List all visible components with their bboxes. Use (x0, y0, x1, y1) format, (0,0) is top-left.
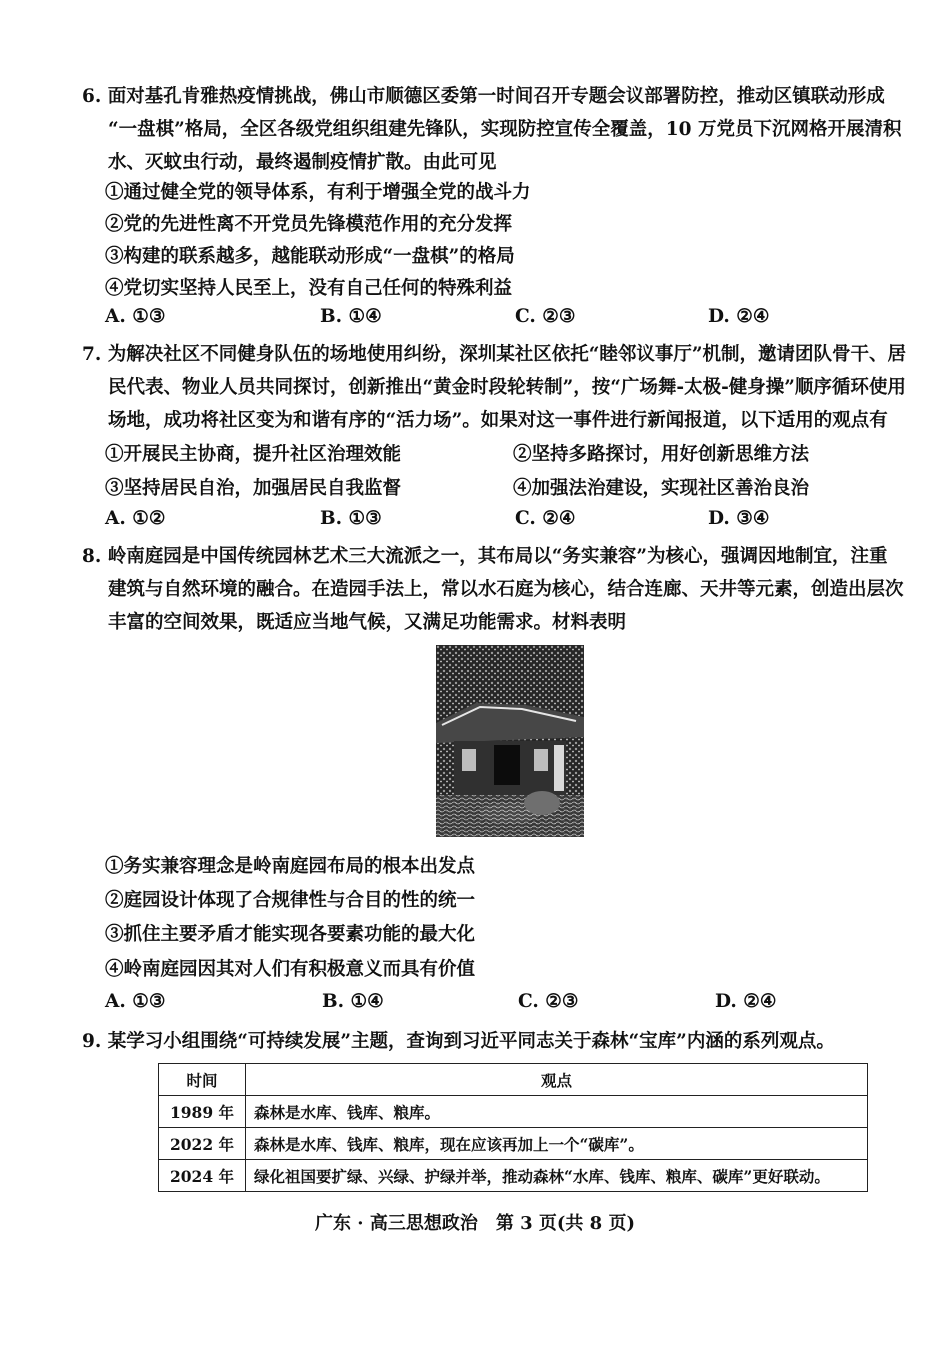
question-6-option: ③构建的联系越多，越能联动形成“一盘棋”的格局 (105, 246, 515, 267)
stem-line: 6. 面对基孔肯雅热疫情挑战，佛山市顺德区委第一时间召开专题会议部署防控，推动区镇联动形成 (82, 86, 885, 107)
stem-line: 8. 岭南庭园是中国传统园林艺术三大流派之一，其布局以“务实兼容”为核心，强调因地制宜，注重 (82, 546, 888, 567)
question-7-option: ①开展民主协商，提升社区治理效能 (105, 444, 402, 465)
choice-b[interactable]: B. ①③ (320, 508, 382, 529)
stem-line: 水、灭蚊虫行动，最终遏制疫情扩散。由此可见 (108, 152, 497, 173)
question-6-option: ①通过健全党的领导体系，有利于增强全党的战斗力 (105, 182, 531, 203)
question-7-option: ④加强法治建设，实现社区善治良治 (513, 478, 810, 499)
table-cell-view: 绿化祖国要扩绿、兴绿、护绿并举，推动森林“水库、钱库、粮库、碳库”更好联动。 (246, 1160, 868, 1192)
question-8-option: ④岭南庭园因其对人们有积极意义而具有价值 (105, 959, 476, 980)
choice-d[interactable]: D. ②④ (715, 991, 777, 1012)
question-7-stem (82, 338, 917, 437)
stem-line: 丰富的空间效果，既适应当地气候，又满足功能需求。材料表明 (108, 612, 627, 633)
stem-line: 建筑与自然环境的融合。在造园手法上，常以水石庭为核心，结合连廊、天井等元素，创造出层次 (108, 579, 904, 600)
question-7-choices (105, 508, 885, 538)
stem-line: 民代表、物业人员共同探讨，创新推出“黄金时段轮转制”，按“广场舞-太极-健身操”顺序循环使用 (108, 377, 906, 398)
question-8-option: ①务实兼容理念是岭南庭园布局的根本出发点 (105, 856, 476, 877)
choice-a[interactable]: A. ①② (105, 508, 166, 529)
choice-d[interactable]: D. ③④ (708, 508, 770, 529)
page-footer: 广东 · 高三思想政治 第 3 页(共 8 页) (315, 1213, 635, 1234)
question-6-option: ②党的先进性离不开党员先锋模范作用的充分发挥 (105, 214, 513, 235)
question-8-option: ③抓住主要矛盾才能实现各要素功能的最大化 (105, 924, 476, 945)
column-header-view: 观点 (246, 1064, 868, 1096)
table-cell-year: 2022 年 (159, 1128, 246, 1160)
stem-line: 场地，成功将社区变为和谐有序的“活力场”。如果对这一事件进行新闻报道，以下适用的观点有 (108, 410, 888, 431)
question-6-stem (82, 80, 917, 179)
question-6-option: ④党切实坚持人民至上，没有自己任何的特殊利益 (105, 278, 513, 299)
question-9-stem (82, 1025, 917, 1058)
table-cell-view: 森林是水库、钱库、粮库。 (246, 1096, 868, 1128)
choice-b[interactable]: B. ①④ (320, 306, 382, 327)
choice-d[interactable]: D. ②④ (708, 306, 770, 327)
stem-line: 9. 某学习小组围绕“可持续发展”主题，查询到习近平同志关于森林“宝库”内涵的系列观点。 (82, 1031, 835, 1052)
stem-line: “一盘棋”格局，全区各级党组织组建先锋队，实现防控宣传全覆盖，10 万党员下沉网格开展清积 (108, 119, 902, 140)
choice-c[interactable]: C. ②③ (515, 306, 576, 327)
table-cell-year: 2024 年 (159, 1160, 246, 1192)
question-6-choices (105, 306, 885, 336)
choice-c[interactable]: C. ②③ (518, 991, 579, 1012)
choice-c[interactable]: C. ②④ (515, 508, 576, 529)
question-7-option: ③坚持居民自治，加强居民自我监督 (105, 478, 402, 499)
forest-views-table (158, 1063, 868, 1192)
question-8-choices (105, 991, 885, 1021)
stem-line: 7. 为解决社区不同健身队伍的场地使用纠纷，深圳某社区依托“睦邻议事厅”机制，邀请团队骨干、居 (82, 344, 907, 365)
question-7-option: ②坚持多路探讨，用好创新思维方法 (513, 444, 810, 465)
question-8-stem (82, 540, 917, 639)
table-cell-view: 森林是水库、钱库、粮库，现在应该再加上一个“碳库”。 (246, 1128, 868, 1160)
choice-a[interactable]: A. ①③ (105, 991, 166, 1012)
garden-photo-image (436, 645, 584, 837)
table-cell-year: 1989 年 (159, 1096, 246, 1128)
column-header-time: 时间 (159, 1064, 246, 1096)
table-row (159, 1096, 868, 1128)
question-8-option: ②庭园设计体现了合规律性与合目的性的统一 (105, 890, 476, 911)
lingnan-garden-photo (436, 645, 584, 837)
table-row (159, 1128, 868, 1160)
table-row (159, 1160, 868, 1192)
choice-b[interactable]: B. ①④ (322, 991, 384, 1012)
choice-a[interactable]: A. ①③ (105, 306, 166, 327)
table-header-row (159, 1064, 868, 1096)
